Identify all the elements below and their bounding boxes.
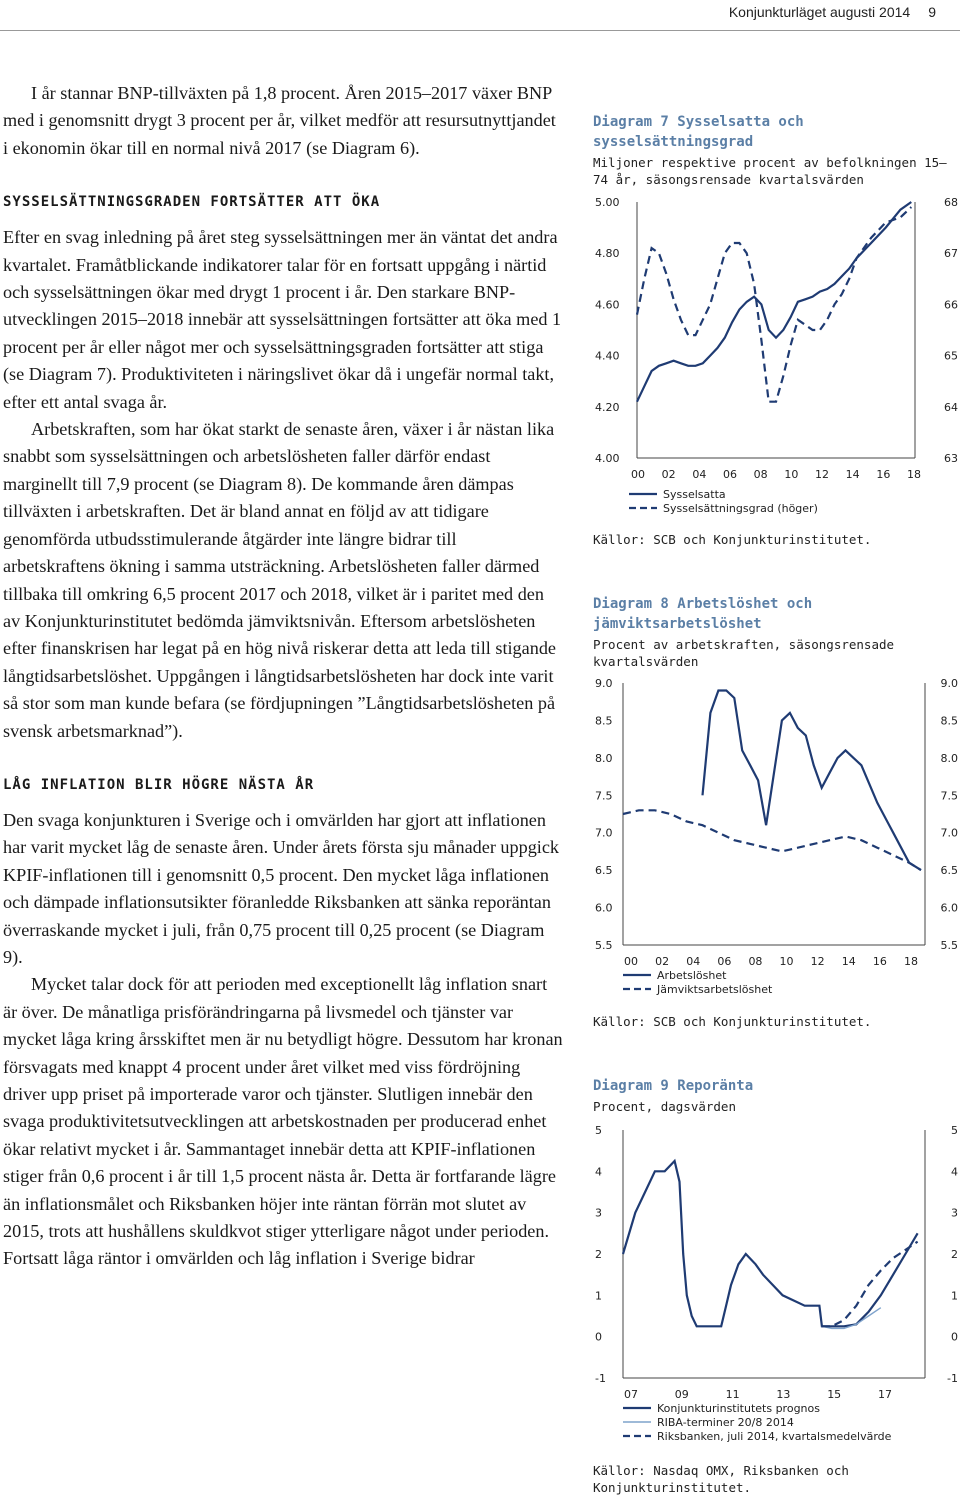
diagram-7-chart: [593, 192, 960, 532]
y-tick-label-right: 6.0: [940, 901, 958, 915]
y-tick-label-right: 4: [951, 1165, 958, 1179]
y-tick-label-left: 8.5: [595, 714, 613, 728]
x-tick-label: 07: [624, 1388, 638, 1401]
x-tick-label: 16: [876, 468, 891, 481]
legend-label: Konjunkturinstitutets prognos: [657, 1402, 820, 1415]
diagram-7-subtitle: Miljoner respektive procent av befolkningen 15–74 år, säsongsrensade kvartalsvärden: [593, 155, 947, 187]
y-tick-label-right: 1: [951, 1289, 958, 1303]
series-line-1: [703, 691, 922, 871]
diagram-7: [593, 112, 960, 547]
diagram-7-title: Diagram 7 Sysselsatta och sysselsättningsgrad: [593, 114, 804, 150]
diagram-7-source: Källor: SCB och Konjunkturinstitutet.: [593, 532, 872, 547]
y-tick-label-right: 6.5: [940, 864, 958, 878]
y-tick-label-left: -1: [595, 1372, 606, 1385]
x-tick-label: 12: [815, 468, 829, 481]
y-tick-label-left: 1: [595, 1289, 602, 1303]
series-line-2: [637, 207, 911, 402]
x-tick-label: 16: [872, 955, 887, 968]
series-line-3: [822, 1242, 918, 1327]
y-tick-label-right: 8.5: [940, 714, 958, 728]
employment-paragraph-2: Arbetskraften, som har ökat starkt de senaste åren, växer i år nästan lika snabbt som sysselsättningen och arbetslösheten faller därför endast marginellt till 7,9 procent (se Diagram 8). De kommande åren dämpas tillväxten i arbetskraften. Det är bland annat en följd av att tidigare genomförda utbudsstimulerande åtgärder inte längre bidrar till arbetskraftens ökning i samma utsträckning. Arbetslösheten faller därmed tillbaka till omkring 6,5 procent 2017 och 2018, vilket är i paritet med den av Konjunkturinstitutet bedömda jämviktsnivån. Eftersom arbetslösheten efter finanskrisen har legat på en hög nivå riskerar detta att leda till stigande långtidsarbetslöshet. Uppgången i långtidsarbetslösheten har dock inte varit så stor som man kunde befara (se fördjupningen ”Långtidsarbetslösheten på svensk arbetsmarknad”).: [3, 419, 556, 741]
section-heading-employment: SYSSELSÄTTNINGSGRADEN FORTSÄTTER ATT ÖKA: [3, 194, 381, 211]
x-tick-label: 04: [692, 468, 707, 481]
y-tick-label-left: 4.40: [595, 349, 620, 363]
x-tick-label: 00: [624, 955, 638, 968]
legend-label: Riksbanken, juli 2014, kvartalsmedelvärde: [657, 1430, 892, 1443]
x-tick-label: 11: [725, 1388, 740, 1401]
y-tick-label-left: 8.0: [595, 751, 613, 765]
y-tick-label-right: 0: [951, 1330, 958, 1344]
x-tick-label: 18: [907, 468, 921, 481]
y-tick-label-left: 6.0: [595, 901, 613, 915]
inflation-paragraph-1: Den svaga konjunkturen i Sverige och i omvärlden har gjort att inflationen har varit mycket låg de senaste åren. Under årets första sju månader uppgick KPIF-inflationen till i genomsnitt 0,5 procent. Den mycket låga inflationen och dämpade inflationsutsikter föranledde Riksbanken att sänka reporäntan överraskande mycket i juli, från 0,75 procent till 0,25 procent (se Diagram 9).: [3, 809, 560, 967]
y-tick-label-right: -1: [947, 1372, 958, 1385]
x-tick-label: 13: [776, 1388, 791, 1401]
y-tick-label-left: 7.0: [595, 826, 613, 840]
y-tick-label-right: 9.0: [940, 677, 958, 690]
y-tick-label-right: 8.0: [940, 751, 958, 765]
y-tick-label-left: 4: [595, 1165, 602, 1179]
y-tick-label-left: 4.00: [595, 452, 620, 465]
diagram-9-chart: [593, 1120, 960, 1460]
y-tick-label-right: 65: [944, 349, 958, 363]
y-tick-label-left: 3: [595, 1206, 602, 1220]
y-tick-label-left: 4.60: [595, 298, 620, 312]
x-tick-label: 17: [878, 1388, 892, 1401]
x-tick-label: 14: [841, 955, 856, 968]
diagram-9-subtitle: Procent, dagsvärden: [593, 1099, 736, 1114]
x-tick-label: 04: [686, 955, 701, 968]
x-tick-label: 15: [827, 1388, 842, 1401]
y-tick-label-left: 4.80: [595, 247, 620, 261]
legend-label: Sysselsättningsgrad (höger): [663, 502, 818, 515]
legend-label: Jämviktsarbetslöshet: [657, 983, 773, 996]
legend-label: Sysselsatta: [663, 488, 726, 501]
intro-paragraph: I år stannar BNP-tillväxten på 1,8 procent. Åren 2015–2017 växer BNP med i genomsnitt drygt 3 procent per år, vilket medför att resursutnyttjandet i ekonomin ökar till en normal nivå 2017 (se Diagram 6).: [3, 83, 556, 158]
y-tick-label-right: 7.0: [940, 826, 958, 840]
x-tick-label: 00: [631, 468, 645, 481]
header-title: Konjunkturläget augusti 2014: [728, 4, 911, 20]
y-tick-label-left: 0: [595, 1330, 602, 1344]
y-tick-label-right: 7.5: [940, 789, 958, 803]
y-tick-label-left: 7.5: [595, 789, 613, 803]
x-tick-label: 10: [779, 955, 794, 968]
x-tick-label: 10: [784, 468, 799, 481]
x-tick-label: 12: [810, 955, 825, 968]
y-tick-label-right: 63: [944, 452, 958, 465]
y-tick-label-right: 64: [944, 400, 958, 414]
series-line-2: [623, 810, 921, 870]
y-tick-label-right: 5: [951, 1124, 958, 1137]
series-line-1: [637, 202, 911, 402]
series-line-1: [623, 1161, 918, 1326]
diagram-8: [593, 594, 960, 1029]
x-tick-label: 06: [717, 955, 732, 968]
y-tick-label-right: 2: [951, 1248, 958, 1261]
y-tick-label-right: 5.5: [940, 939, 958, 952]
y-tick-label-left: 5.00: [595, 196, 620, 209]
diagram-9-title: Diagram 9 Reporänta: [593, 1078, 754, 1094]
y-tick-label-left: 4.20: [595, 400, 620, 414]
running-title: [729, 4, 936, 20]
y-tick-label-left: 9.0: [595, 677, 613, 690]
x-tick-label: 08: [753, 468, 768, 481]
diagram-8-subtitle: Procent av arbetskraften, säsongsrensade kvartalsvärden: [593, 637, 895, 669]
x-tick-label: 06: [723, 468, 737, 481]
x-tick-label: 09: [674, 1388, 689, 1401]
diagram-8-title: Diagram 8 Arbetslöshet och jämviktsarbetslöshet: [593, 596, 813, 632]
legend-label: RIBA-terminer 20/8 2014: [657, 1416, 794, 1429]
diagram-8-chart: [593, 674, 960, 1004]
y-tick-label-left: 5: [595, 1124, 602, 1137]
body-text-column: [3, 80, 563, 1273]
header-rule: [0, 30, 960, 31]
page-header: [0, 0, 960, 30]
diagram-9-source: Källor: Nasdaq OMX, Riksbanken och Konjunkturinstitutet.: [593, 1463, 849, 1495]
diagram-8-source: Källor: SCB och Konjunkturinstitutet.: [593, 1014, 872, 1029]
y-tick-label-left: 2: [595, 1248, 602, 1261]
y-tick-label-right: 66: [944, 298, 958, 312]
page-number: 9: [928, 4, 936, 20]
y-tick-label-right: 67: [944, 247, 958, 261]
y-tick-label-left: 6.5: [595, 864, 613, 878]
employment-paragraph-1: Efter en svag inledning på året steg sysselsättningen mer än väntat det andra kvartalet. Framåtblickande indikatorer talar för en fortsatt uppgång i närtid och sysselsättningen ökar med drygt 1 procent i år. Den starkare BNP-utvecklingen 2015–2018 innebär att sysselsättningen fortsätter att öka med 1 procent per år eller något mer och sysselsättningsgraden fortsätter att stiga (se Diagram 7). Produktiviteten i näringslivet ökar då i ungefär normal takt, efter ett antal svaga år.: [3, 227, 562, 412]
diagram-9: [593, 1076, 960, 1495]
legend-label: Arbetslöshet: [657, 969, 727, 982]
y-tick-label-right: 3: [951, 1206, 958, 1220]
x-tick-label: 08: [748, 955, 763, 968]
y-tick-label-right: 68: [944, 196, 958, 209]
x-tick-label: 02: [661, 468, 676, 481]
section-heading-inflation: LÅG INFLATION BLIR HÖGRE NÄSTA ÅR: [3, 776, 315, 793]
y-tick-label-left: 5.5: [595, 939, 613, 952]
x-tick-label: 02: [655, 955, 670, 968]
inflation-paragraph-2: Mycket talar dock för att perioden med exceptionellt låg inflation snart är över. De månatliga prisförändringarna på livsmedel och tjänster var mycket låga kring årsskiftet men är nu betydligt högre. Dessutom har kronan försvagats med knappt 4 procent under året vilket med viss fördröjning driver upp priset på importerade varor och tjänster. Slutligen innebär den svaga produktivitetsutvecklingen att arbetskostnaden per producerad enhet ökar relativt mycket i år. Sammantaget innebär detta att KPIF-inflationen stiger från 0,6 procent i år till 1,5 procent nästa år. Detta är fortfarande lägre än inflationsmålet och Riksbanken höjer inte räntan förrän mot slutet av 2015, trots att hushållens skuldkvot stiger ytterligare något under perioden. Fortsatt låga räntor i omvärlden och låg inflation i Sverige bidrar: [3, 974, 563, 1269]
x-tick-label: 14: [845, 468, 860, 481]
x-tick-label: 18: [904, 955, 918, 968]
